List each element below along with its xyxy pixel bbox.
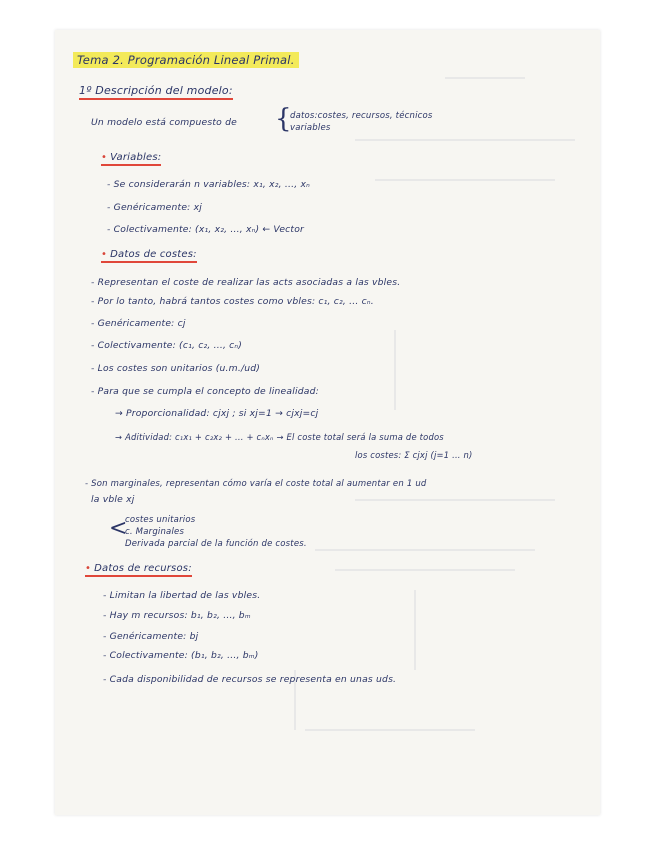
variables-heading — [101, 152, 161, 166]
section-heading-model: 1º Descripción del modelo: — [79, 84, 233, 100]
costes-heading-text: Datos de costes: — [110, 249, 197, 260]
marginal-unitary: costes unitarios — [125, 515, 196, 525]
recursos-heading — [85, 563, 192, 577]
costes-item-linearity: - Para que se cumpla el concepto de linealidad: — [91, 386, 319, 397]
brace-symbol: { — [275, 104, 292, 134]
costes-item-count: - Por lo tanto, habrá tantos costes como vbles: c₁, c₂, ... cₙ. — [91, 296, 374, 307]
bleed-through-sketch — [55, 30, 600, 815]
costes-item-unitary: - Los costes son unitarios (u.m./ud) — [91, 363, 261, 374]
bullet-icon: • — [101, 152, 108, 163]
recursos-item-limit: - Limitan la libertad de las vbles. — [103, 590, 261, 601]
marginal-line-2: la vble xj — [91, 494, 135, 505]
recursos-item-count: - Hay m recursos: b₁, b₂, ..., bₘ — [103, 610, 251, 621]
variables-item-count: - Se considerarán n variables: x₁, x₂, ..., xₙ — [107, 179, 310, 190]
recursos-item-collective: - Colectivamente: (b₁, b₂, ..., bₘ) — [103, 650, 259, 661]
variables-heading-text: Variables: — [110, 152, 162, 163]
recursos-item-units: - Cada disponibilidad de recursos se representa en unas uds. — [103, 674, 397, 685]
marginal-marginal: c. Marginales — [125, 527, 185, 537]
component-variables: variables — [290, 123, 331, 133]
variables-item-generic: - Genéricamente: xj — [107, 202, 202, 213]
prop-additivity: → Aditividad: c₁x₁ + c₂x₂ + ... + cₙxₙ → El coste total será la suma de todos — [115, 432, 444, 442]
bullet-icon: • — [85, 563, 92, 574]
marginal-derivative: Derivada parcial de la función de costes. — [125, 539, 307, 549]
notebook-page — [55, 30, 600, 815]
bullet-icon: • — [101, 249, 108, 260]
costes-item-collective: - Colectivamente: (c₁, c₂, ..., cₙ) — [91, 340, 243, 351]
model-intro: Un modelo está compuesto de — [91, 117, 237, 128]
marginal-list — [125, 514, 307, 550]
costes-heading — [101, 249, 197, 263]
page-title: Tema 2. Programación Lineal Primal. — [73, 52, 299, 68]
variables-item-collective: - Colectivamente: (x₁, x₂, ..., xₙ) ← Vector — [107, 224, 305, 235]
brace-symbol: < — [109, 516, 128, 541]
prop-proportionality: → Proporcionalidad: cjxj ; si xj=1 → cjxj=cj — [115, 408, 319, 419]
model-components — [290, 110, 433, 134]
prop-sum-formula: los costes: Σ cjxj (j=1 ... n) — [355, 450, 473, 460]
recursos-heading-text: Datos de recursos: — [94, 563, 192, 574]
costes-item-generic: - Genéricamente: cj — [91, 318, 186, 329]
component-datos: datos:costes, recursos, técnicos — [290, 111, 433, 121]
recursos-item-generic: - Genéricamente: bj — [103, 631, 199, 642]
costes-item-represent: - Representan el coste de realizar las acts asociadas a las vbles. — [91, 277, 401, 288]
marginal-line-1: - Son marginales, representan cómo varía el coste total al aumentar en 1 ud — [85, 479, 427, 489]
